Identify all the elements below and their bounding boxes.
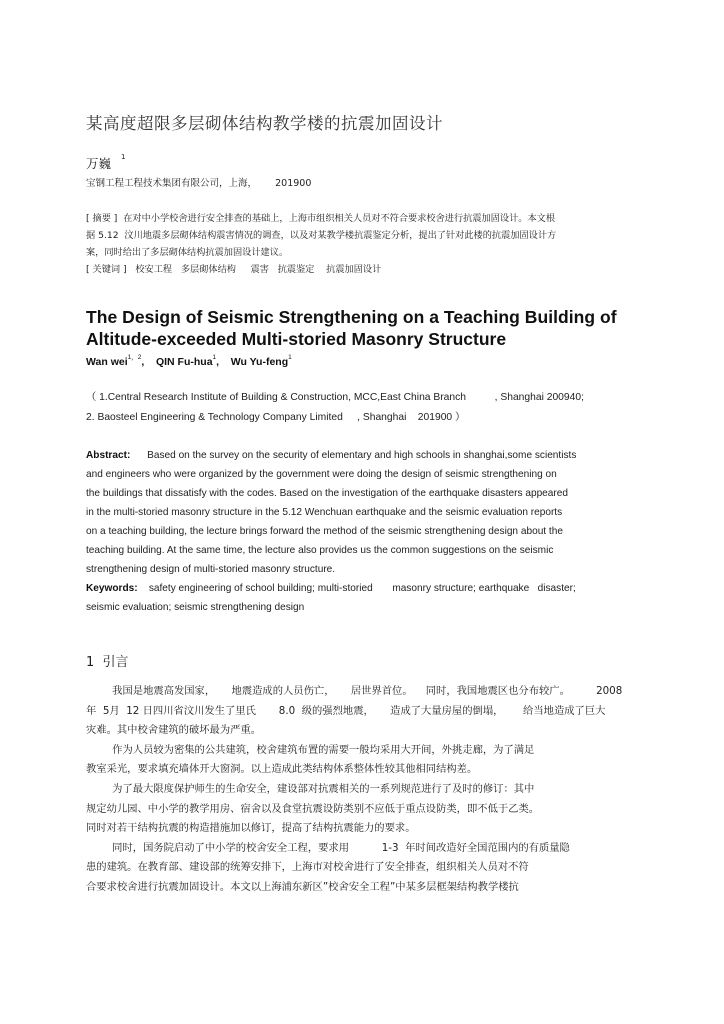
english-abstract-line: and engineers who were organized by the government were doing the design of seismic strengthening on [86,469,557,480]
english-abstract-line: the buildings that dissatisfy with the codes. Based on the investigation of the earthquake disasters appeared [86,488,569,499]
english-title [86,306,646,350]
english-abstract-line: strengthening design of multi-storied masonry structure. [86,564,336,575]
english-abstract-line: teaching building. At the same time, the lecture also provides us the common suggestions on the seismic [86,545,554,556]
chinese-abstract [86,210,646,278]
body-line: 教室采光，要求填充墙体开大窗洞。以上造成此类结构体系整体性较其他相同结构差。 [86,763,478,776]
chinese-abstract-line: 案，同时给出了多层砌体结构抗震加固设计建议。 [86,247,289,258]
body-line: 患的建筑。在教育部、建设部的统筹安排下，上海市对校舍进行了安全排查，组织相关人员对不符 [86,861,529,874]
body-line: 合要求校舍进行抗震加固设计。本文以上海浦东新区”校舍安全工程”中某多层框架结构教学楼抗 [86,880,519,893]
english-affiliation [86,388,646,428]
abstract-label: Abstract: [86,450,131,461]
body-line: 我国是地震高发国家， 地震造成的人员伤亡， 居世界首位。 同时，我国地震区也分布较广。 2008 [86,685,623,697]
english-abstract-line: on a teaching building, the lecture brings forward the method of the seismic strengthening design about the [86,526,563,537]
english-abstract-line: in the multi-storied masonry structure in the 5.12 Wenchuan earthquake and the seismic evaluation reports [86,507,563,518]
keywords-text: safety engineering of school building; multi-storied masonry structure; earthquake disaster; [137,583,576,594]
chinese-abstract-line: [ 摘要 ] 在对中小学校舍进行安全排查的基础上，上海市组织相关人员对不符合要求校舍进行抗震加固设计。本文根 [86,213,556,224]
body-line: 灾难。其中校舍建筑的破坏最为严重。 [86,724,262,737]
section-heading: 1 引言 [86,655,129,670]
english-title-line: Altitude-exceeded Multi-storied Masonry Structure [86,329,507,349]
body-line: 同时，国务院启动了中小学的校舍安全工程，要求用 1-3 年时间改造好全国范围内的有质量隐 [86,841,570,854]
english-affiliation-line: 2. Baosteel Engineering & Technology Company Limited , Shanghai 201900 ） [86,412,466,423]
body-text [86,682,646,898]
english-authors: Wan wei$^{1,2}$, QIN Fu-hua$^1$, Wu Yu-feng$^1$ [86,354,292,368]
author-name: Wu Yu-feng [230,356,289,368]
author-superscript: 1 [288,354,292,361]
chinese-affiliation: 宝钢工程工程技术集团有限公司，上海， 201900 [86,178,312,189]
english-title-line: The Design of Seismic Strengthening on a Teaching Building of [86,307,617,327]
author-name: QIN Fu-hua [155,356,213,368]
chinese-abstract-line: 据 5.12 汶川地震多层砌体结构震害情况的调查，以及对某教学楼抗震鉴定分析，提出了针对此楼的抗震加固设计方 [86,230,557,241]
english-abstract-line [86,446,646,465]
keywords-line: seismic evaluation; seismic strengthening design [86,602,305,613]
body-line: 规定幼儿园、中小学的教学用房、宿舍以及食堂抗震设防类别不应低于重点设防类，即不低于乙类。 [86,802,540,815]
body-line: 为了最大限度保护师生的生命安全，建设部对抗震相关的一系列规范进行了及时的修订：其中 [86,782,535,795]
body-line: 作为人员较为密集的公共建筑，校舍建筑布置的需要一般均采用大开间，外挑走廊，为了满足 [86,743,535,756]
keywords-label: Keywords: [86,583,138,594]
chinese-author-name: 万巍 [86,156,112,171]
chinese-keywords-line: [ 关键词 ] 校安工程 多层砌体结构 震害 抗震鉴定 抗震加固设计 [86,264,382,275]
chinese-author-superscript: 1 [121,153,126,161]
author-name: Wan wei [86,356,128,368]
abstract-text: Based on the survey on the security of elementary and high schools in shanghai,some scientists [130,450,577,461]
body-line: 同时对若干结构抗震的构造措施加以修订，提高了结构抗震能力的要求。 [86,822,416,835]
keywords-line [86,579,646,598]
english-abstract [86,446,646,617]
english-affiliation-line: （ 1.Central Research Institute of Building & Construction, MCC,East China Branch , Shanghai 200940; [86,392,584,403]
chinese-title: 某高度超限多层砌体结构教学楼的抗震加固设计 [86,114,443,133]
body-line: 年 5月 12 日四川省汶川发生了里氏 8.0 级的强烈地震， 造成了大量房屋的倒塌， 给当地造成了巨大 [86,704,606,717]
chinese-author [86,153,125,172]
author-superscript: 1 [212,354,217,361]
author-superscript: 1，2 [127,354,142,361]
